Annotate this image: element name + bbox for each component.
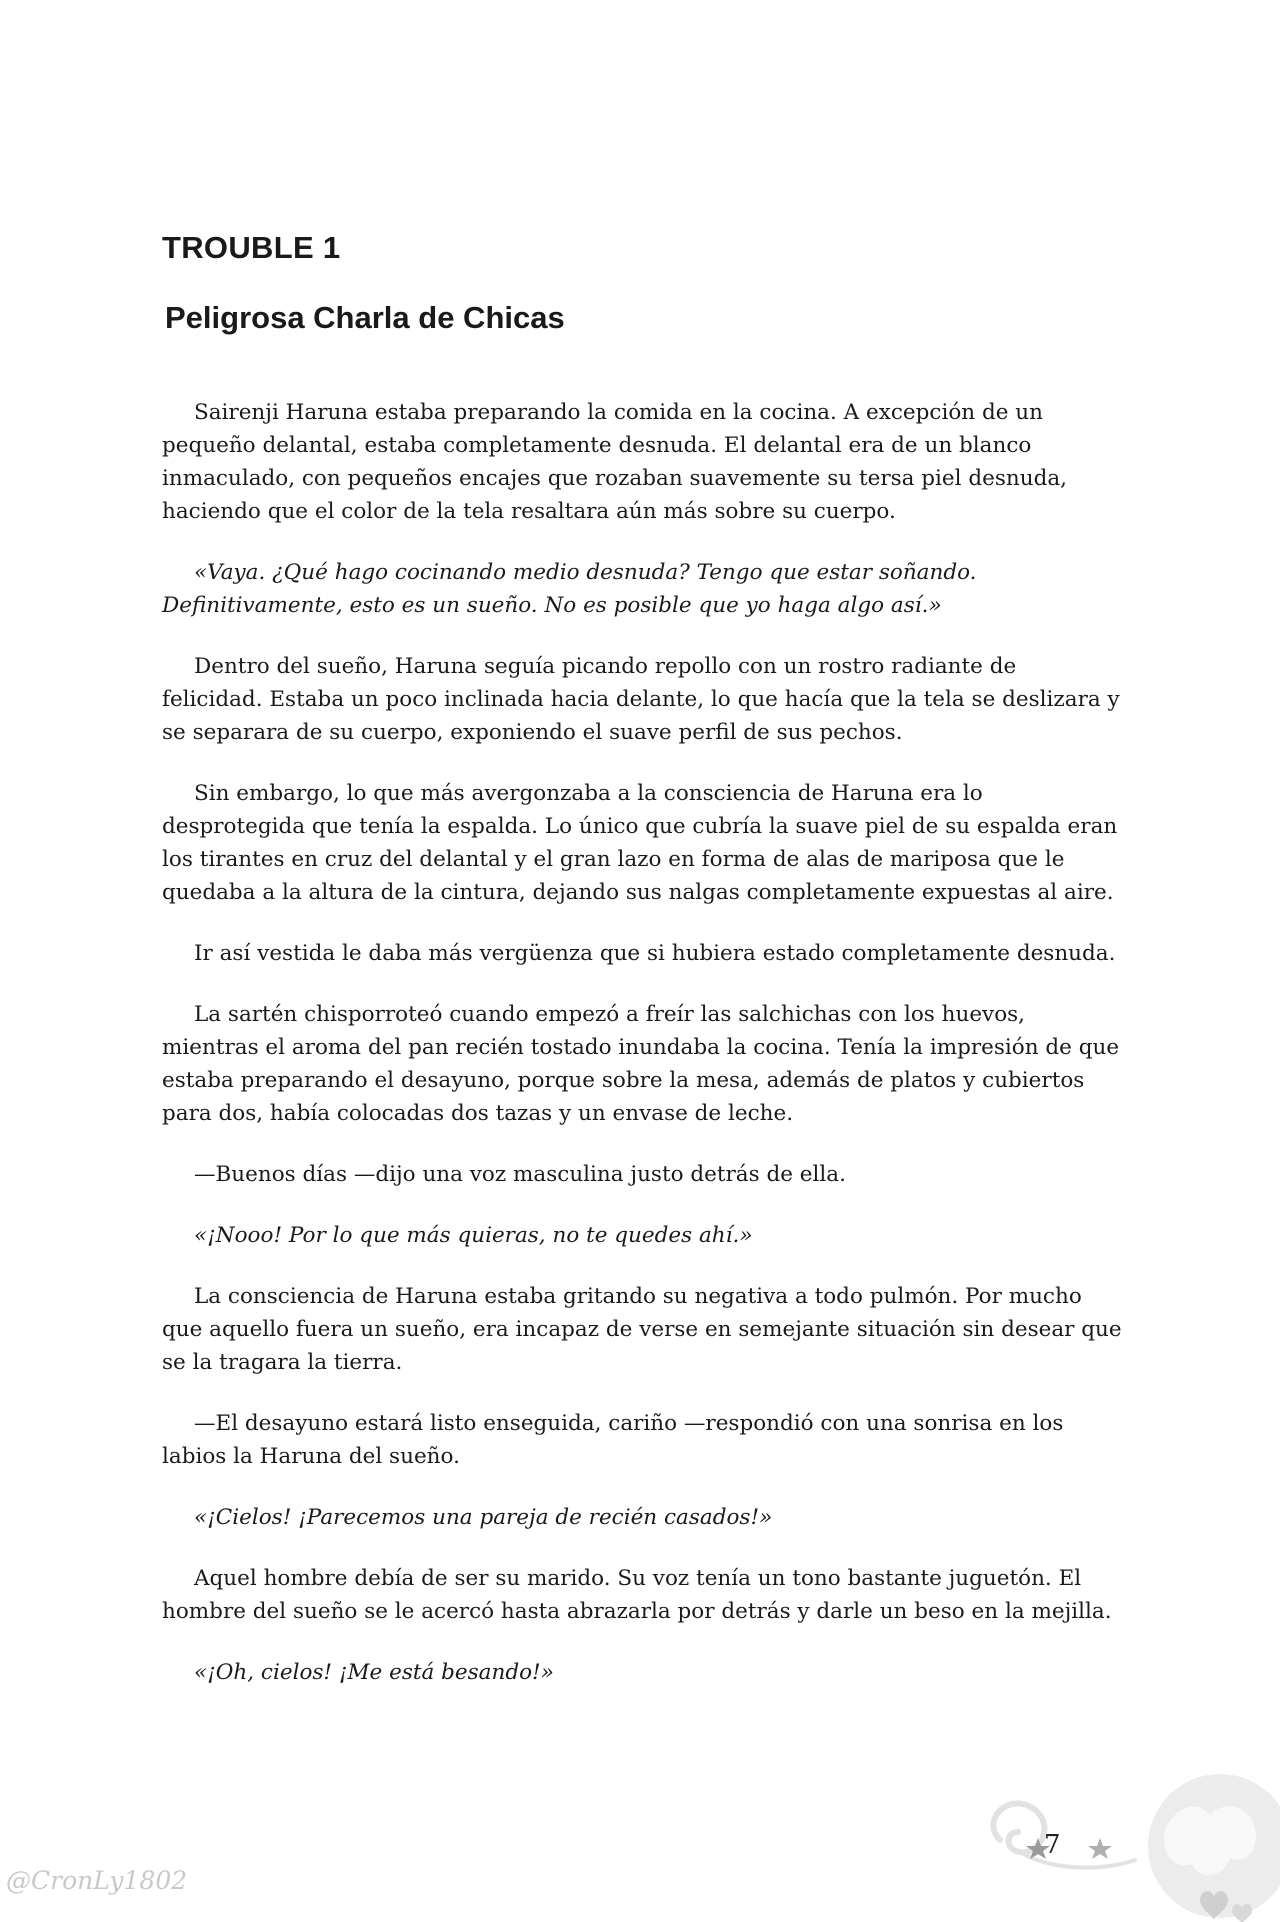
body-text xyxy=(162,396,1122,1717)
paragraph-thought: «Vaya. ¿Qué hago cocinando medio desnuda? Tengo que estar soñando. Definitivamente, esto es un sueño. No es posible que yo haga algo así.» xyxy=(162,560,977,618)
paragraph: La consciencia de Haruna estaba gritando su negativa a todo pulmón. Por mucho que aquello fuera un sueño, era incapaz de verse en semejante situación sin desear que se la tragara la tierra. xyxy=(162,1284,1122,1375)
paragraph: Sairenji Haruna estaba preparando la comida en la cocina. A excepción de un pequeño delantal, estaba completamente desnuda. El delantal era de un blanco inmaculado, con pequeños encajes que rozaban suavemente su tersa piel desnuda, haciendo que el color de la tela resaltara aún más sobre su cuerpo. xyxy=(162,400,1067,524)
paragraph: Aquel hombre debía de ser su marido. Su voz tenía un tono bastante juguetón. El hombre del sueño se le acercó hasta abrazarla por detrás y darle un beso en la mejilla. xyxy=(162,1566,1112,1624)
paragraph-dialogue: —El desayuno estará listo enseguida, cariño —respondió con una sonrisa en los labios la Haruna del sueño. xyxy=(162,1411,1064,1469)
paragraph-thought: «¡Oh, cielos! ¡Me está besando!» xyxy=(194,1660,554,1685)
page-number: 7 xyxy=(1044,1830,1061,1860)
chapter-number: TROUBLE 1 xyxy=(162,230,341,265)
paragraph-thought: «¡Nooo! Por lo que más quieras, no te quedes ahí.» xyxy=(194,1223,753,1248)
watermark: @CronLy1802 xyxy=(6,1866,188,1895)
paragraph-dialogue: —Buenos días —dijo una voz masculina justo detrás de ella. xyxy=(194,1162,846,1187)
paragraph: Dentro del sueño, Haruna seguía picando repollo con un rostro radiante de felicidad. Estaba un poco inclinada hacia delante, lo que hacía que la tela se deslizara y se separara de su cuerpo, exponiendo el suave perfil de sus pechos. xyxy=(162,654,1120,745)
paragraph: Ir así vestida le daba más vergüenza que si hubiera estado completamente desnuda. xyxy=(194,941,1116,966)
chapter-title: Peligrosa Charla de Chicas xyxy=(165,300,565,335)
star-icon xyxy=(1088,1838,1112,1859)
page-corner-ornament xyxy=(960,1760,1280,1922)
paragraph: Sin embargo, lo que más avergonzaba a la consciencia de Haruna era lo desprotegida que tenía la espalda. Lo único que cubría la suave piel de su espalda eran los tirantes en cruz del delantal y el gran lazo en forma de alas de mariposa que le quedaba a la altura de la cintura, dejando sus nalgas completamente expuestas al aire. xyxy=(162,781,1118,905)
paragraph: La sartén chisporroteó cuando empezó a freír las salchichas con los huevos, mientras el aroma del pan recién tostado inundaba la cocina. Tenía la impresión de que estaba preparando el desayuno, porque sobre la mesa, además de platos y cubiertos para dos, había colocadas dos tazas y un envase de leche. xyxy=(162,1002,1120,1126)
paragraph-thought: «¡Cielos! ¡Parecemos una pareja de recién casados!» xyxy=(194,1505,773,1530)
